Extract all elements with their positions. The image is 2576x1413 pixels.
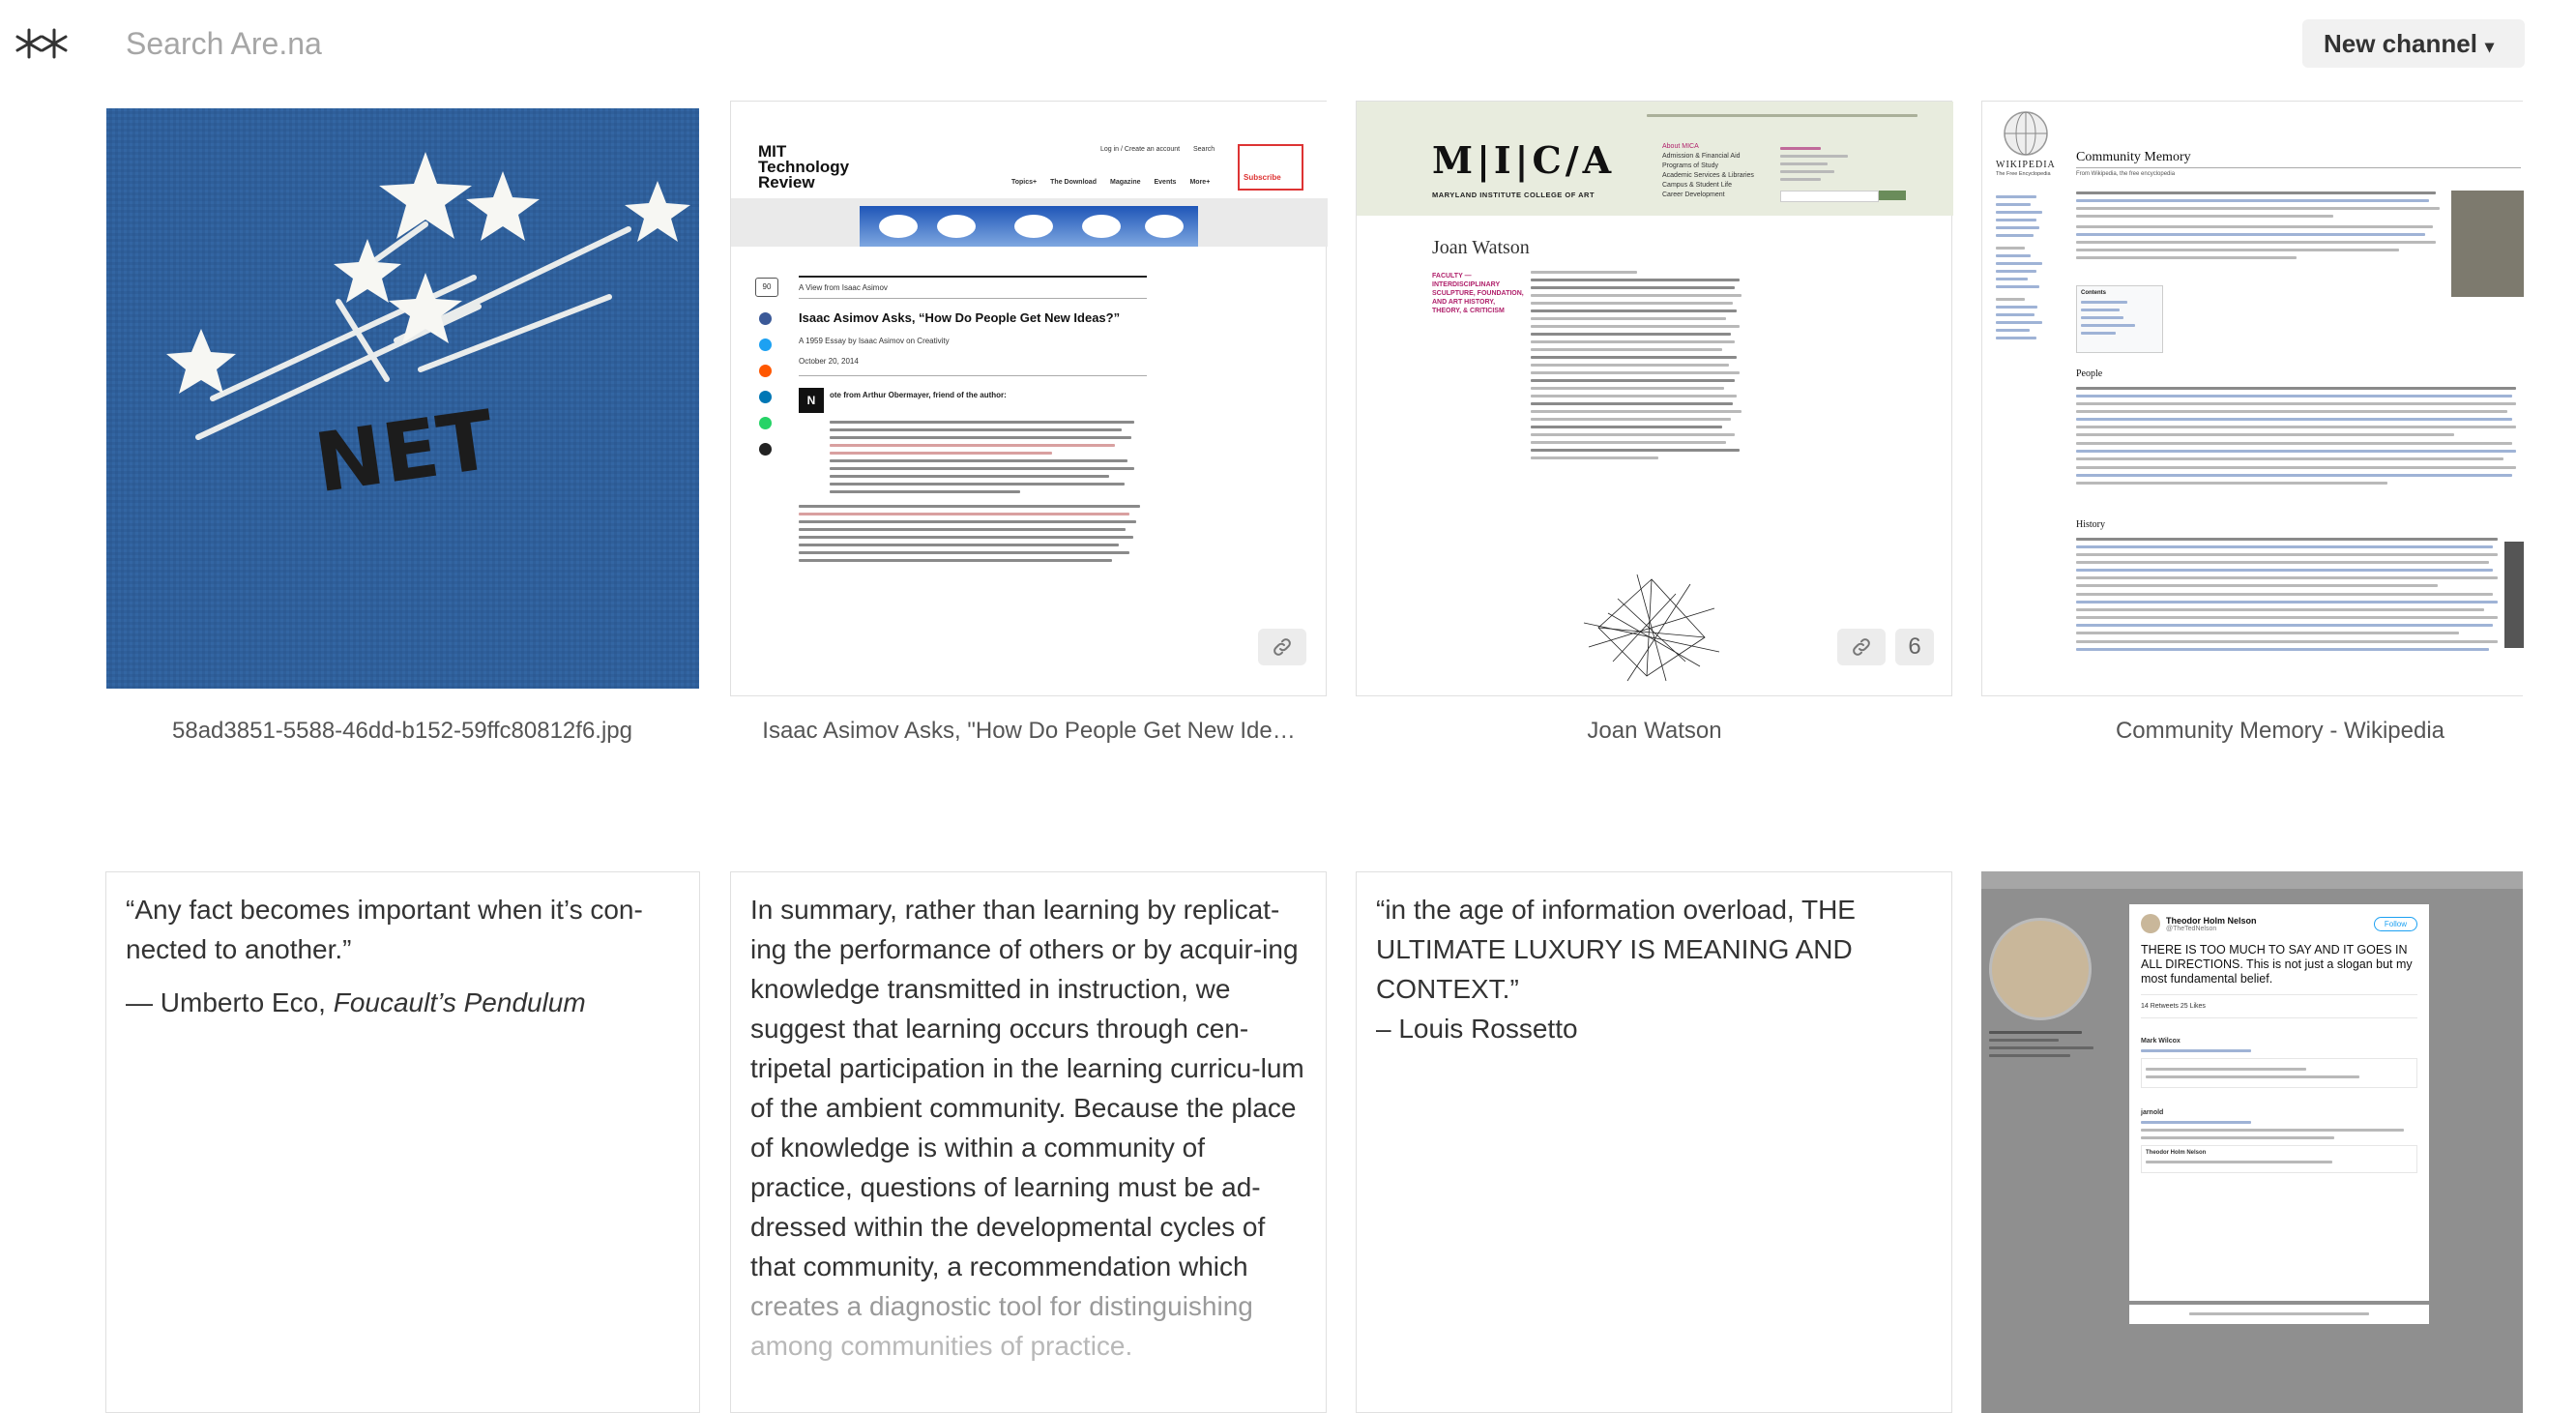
comment-count-icon: 90: [755, 278, 778, 297]
mica-line-drawing: [1579, 570, 1724, 686]
mitr-logo: MIT Technology Review: [758, 142, 850, 191]
block-caption[interactable]: Isaac Asimov Asks, "How Do People Get New Ide…: [762, 718, 1296, 744]
text-content: In summary, rather than learning by replicat-ing the performance of others or by acquir-ing knowledge transmitted in instruction, we suggest that learning occurs through cen-tripetal participation in the learning curricu-lum of the ambient community. Because the place of knowledge is within a community of practice, questions of learning must be ad-dressed within the developmental cycles of that community, a recommendation which: [750, 895, 1304, 1281]
search-input[interactable]: [126, 21, 996, 66]
share-icons: [759, 312, 772, 456]
image-block[interactable]: [1981, 871, 2523, 1413]
mitr-login: Log in / Create an account: [1100, 146, 1181, 153]
block-caption[interactable]: 58ad3851-5588-46dd-b152-59ffc80812f6.jpg: [172, 718, 632, 744]
new-channel-label: New channel: [2324, 29, 2477, 58]
tweet-stats: 14 Retweets 25 Likes: [2141, 1003, 2206, 1010]
link-block[interactable]: MIT Technology Review Log in / Create an account Search Subscribe Topics+ The Download Magazine Events More+ 90 A View from Isaac Asimov Isaac Asimov Asks, “How Do People Get New Ideas?” A 1959 Essay by Isaac Asimov on Creativity October 20, 2014 N ote from Arthur Obermayer, friend of the author:: [730, 101, 1327, 696]
wikipedia-section-people: People: [2076, 368, 2103, 379]
wikipedia-tagline: The Free Encyclopedia: [1996, 171, 2051, 177]
tweet-avatar: [2141, 914, 2160, 933]
link-icon-button[interactable]: [1837, 629, 1886, 665]
net-art-text: NET: [308, 392, 500, 512]
new-channel-button[interactable]: [2302, 19, 2525, 68]
link-icon: [1271, 635, 1294, 659]
wikipedia-globe-icon: [2002, 109, 2050, 158]
block-caption[interactable]: Community Memory - Wikipedia: [2115, 718, 2445, 744]
mitr-dek: A 1959 Essay by Isaac Asimov on Creativity: [799, 337, 950, 345]
tweet-author-handle: @TheTedNelson: [2166, 925, 2217, 932]
mitr-subscribe: Subscribe: [1244, 173, 1281, 182]
text-block[interactable]: [730, 871, 1327, 1413]
mitr-search: Search: [1193, 146, 1215, 153]
mica-logo: M|I|C/A: [1432, 138, 1616, 182]
reply-author: Theodor Holm Nelson: [2146, 1150, 2207, 1156]
mica-name: Joan Watson: [1432, 237, 1530, 258]
wikipedia-contents: Contents: [2081, 290, 2106, 296]
block-caption[interactable]: Joan Watson: [1587, 718, 1722, 744]
quote-attribution: – Louis Rossetto: [1376, 1014, 1578, 1044]
wikipedia-image-2: [2504, 542, 2524, 648]
tweet-follow-button: Follow: [2374, 917, 2417, 931]
reply-author: Mark Wilcox: [2141, 1038, 2181, 1045]
tweet-card: [2129, 904, 2429, 1301]
wikipedia-from: From Wikipedia, the free encyclopedia: [2076, 171, 2176, 177]
text-block[interactable]: [105, 871, 700, 1413]
link-icon: [1850, 635, 1873, 659]
reply-author: jarnold: [2141, 1109, 2164, 1116]
net-constellation-image: [106, 108, 699, 689]
mitr-title: Isaac Asimov Asks, “How Do People Get New Ideas?”: [799, 310, 1121, 325]
wikipedia-image: [2451, 191, 2524, 297]
quote-text: “Any fact becomes important when it’s con-nected to another.”: [126, 895, 643, 964]
wikipedia-heading: Community Memory: [2076, 150, 2191, 164]
tweet-text: THERE IS TOO MUCH TO SAY AND IT GOES IN ALL DIRECTIONS. This is not just a slogan but my most fundamental belief.: [2141, 943, 2413, 986]
wikipedia-section-history: History: [2076, 519, 2105, 530]
profile-side-info: [1989, 1026, 2105, 1062]
text-block[interactable]: [1356, 871, 1952, 1413]
connection-count-badge[interactable]: 6: [1895, 629, 1934, 665]
mitr-nav: Topics+ The Download Magazine Events More+: [1011, 179, 1211, 186]
wikipedia-wordmark: WIKIPEDIA: [1996, 160, 2056, 170]
mica-dept: FACULTY — INTERDISCIPLINARY SCULPTURE, FOUNDATION, AND ART HISTORY, THEORY, & CRITICISM: [1432, 273, 1524, 314]
link-icon-button[interactable]: [1258, 629, 1306, 665]
profile-photo: [1989, 918, 2092, 1020]
mica-subtitle: MARYLAND INSTITUTE COLLEGE OF ART: [1432, 191, 1595, 199]
mitr-cloud-banner: [860, 206, 1198, 247]
quote-text: “in the age of information overload, THE ULTIMATE LUXURY IS MEANING AND CONTEXT.”: [1376, 895, 1856, 1004]
mitr-note: ote from Arthur Obermayer, friend of the author:: [830, 391, 1007, 399]
tweet-author-name: Theodor Holm Nelson: [2166, 915, 2257, 926]
arena-logo-icon[interactable]: [15, 27, 70, 60]
image-block[interactable]: [106, 108, 699, 689]
chevron-down-icon: ▾: [2484, 37, 2494, 56]
link-block[interactable]: [1356, 101, 1952, 696]
mitr-kicker: A View from Isaac Asimov: [799, 283, 888, 292]
tweet-footer: [2129, 1305, 2429, 1324]
twitter-top-bar: [1981, 871, 2523, 889]
mitr-date: October 20, 2014: [799, 357, 859, 366]
text-content-fade-2: among communities of practice.: [750, 1331, 1133, 1361]
text-content-fade: creates a diagnostic tool for distinguishing: [750, 1291, 1253, 1321]
quote-attribution: — Umberto Eco, Foucault’s Pendulum: [126, 987, 586, 1017]
link-block[interactable]: [1981, 101, 2523, 696]
mica-menu: About MICA Admission & Financial Aid Programs of Study Academic Services & Libraries Campus & Student Life Career Development: [1662, 143, 1754, 198]
